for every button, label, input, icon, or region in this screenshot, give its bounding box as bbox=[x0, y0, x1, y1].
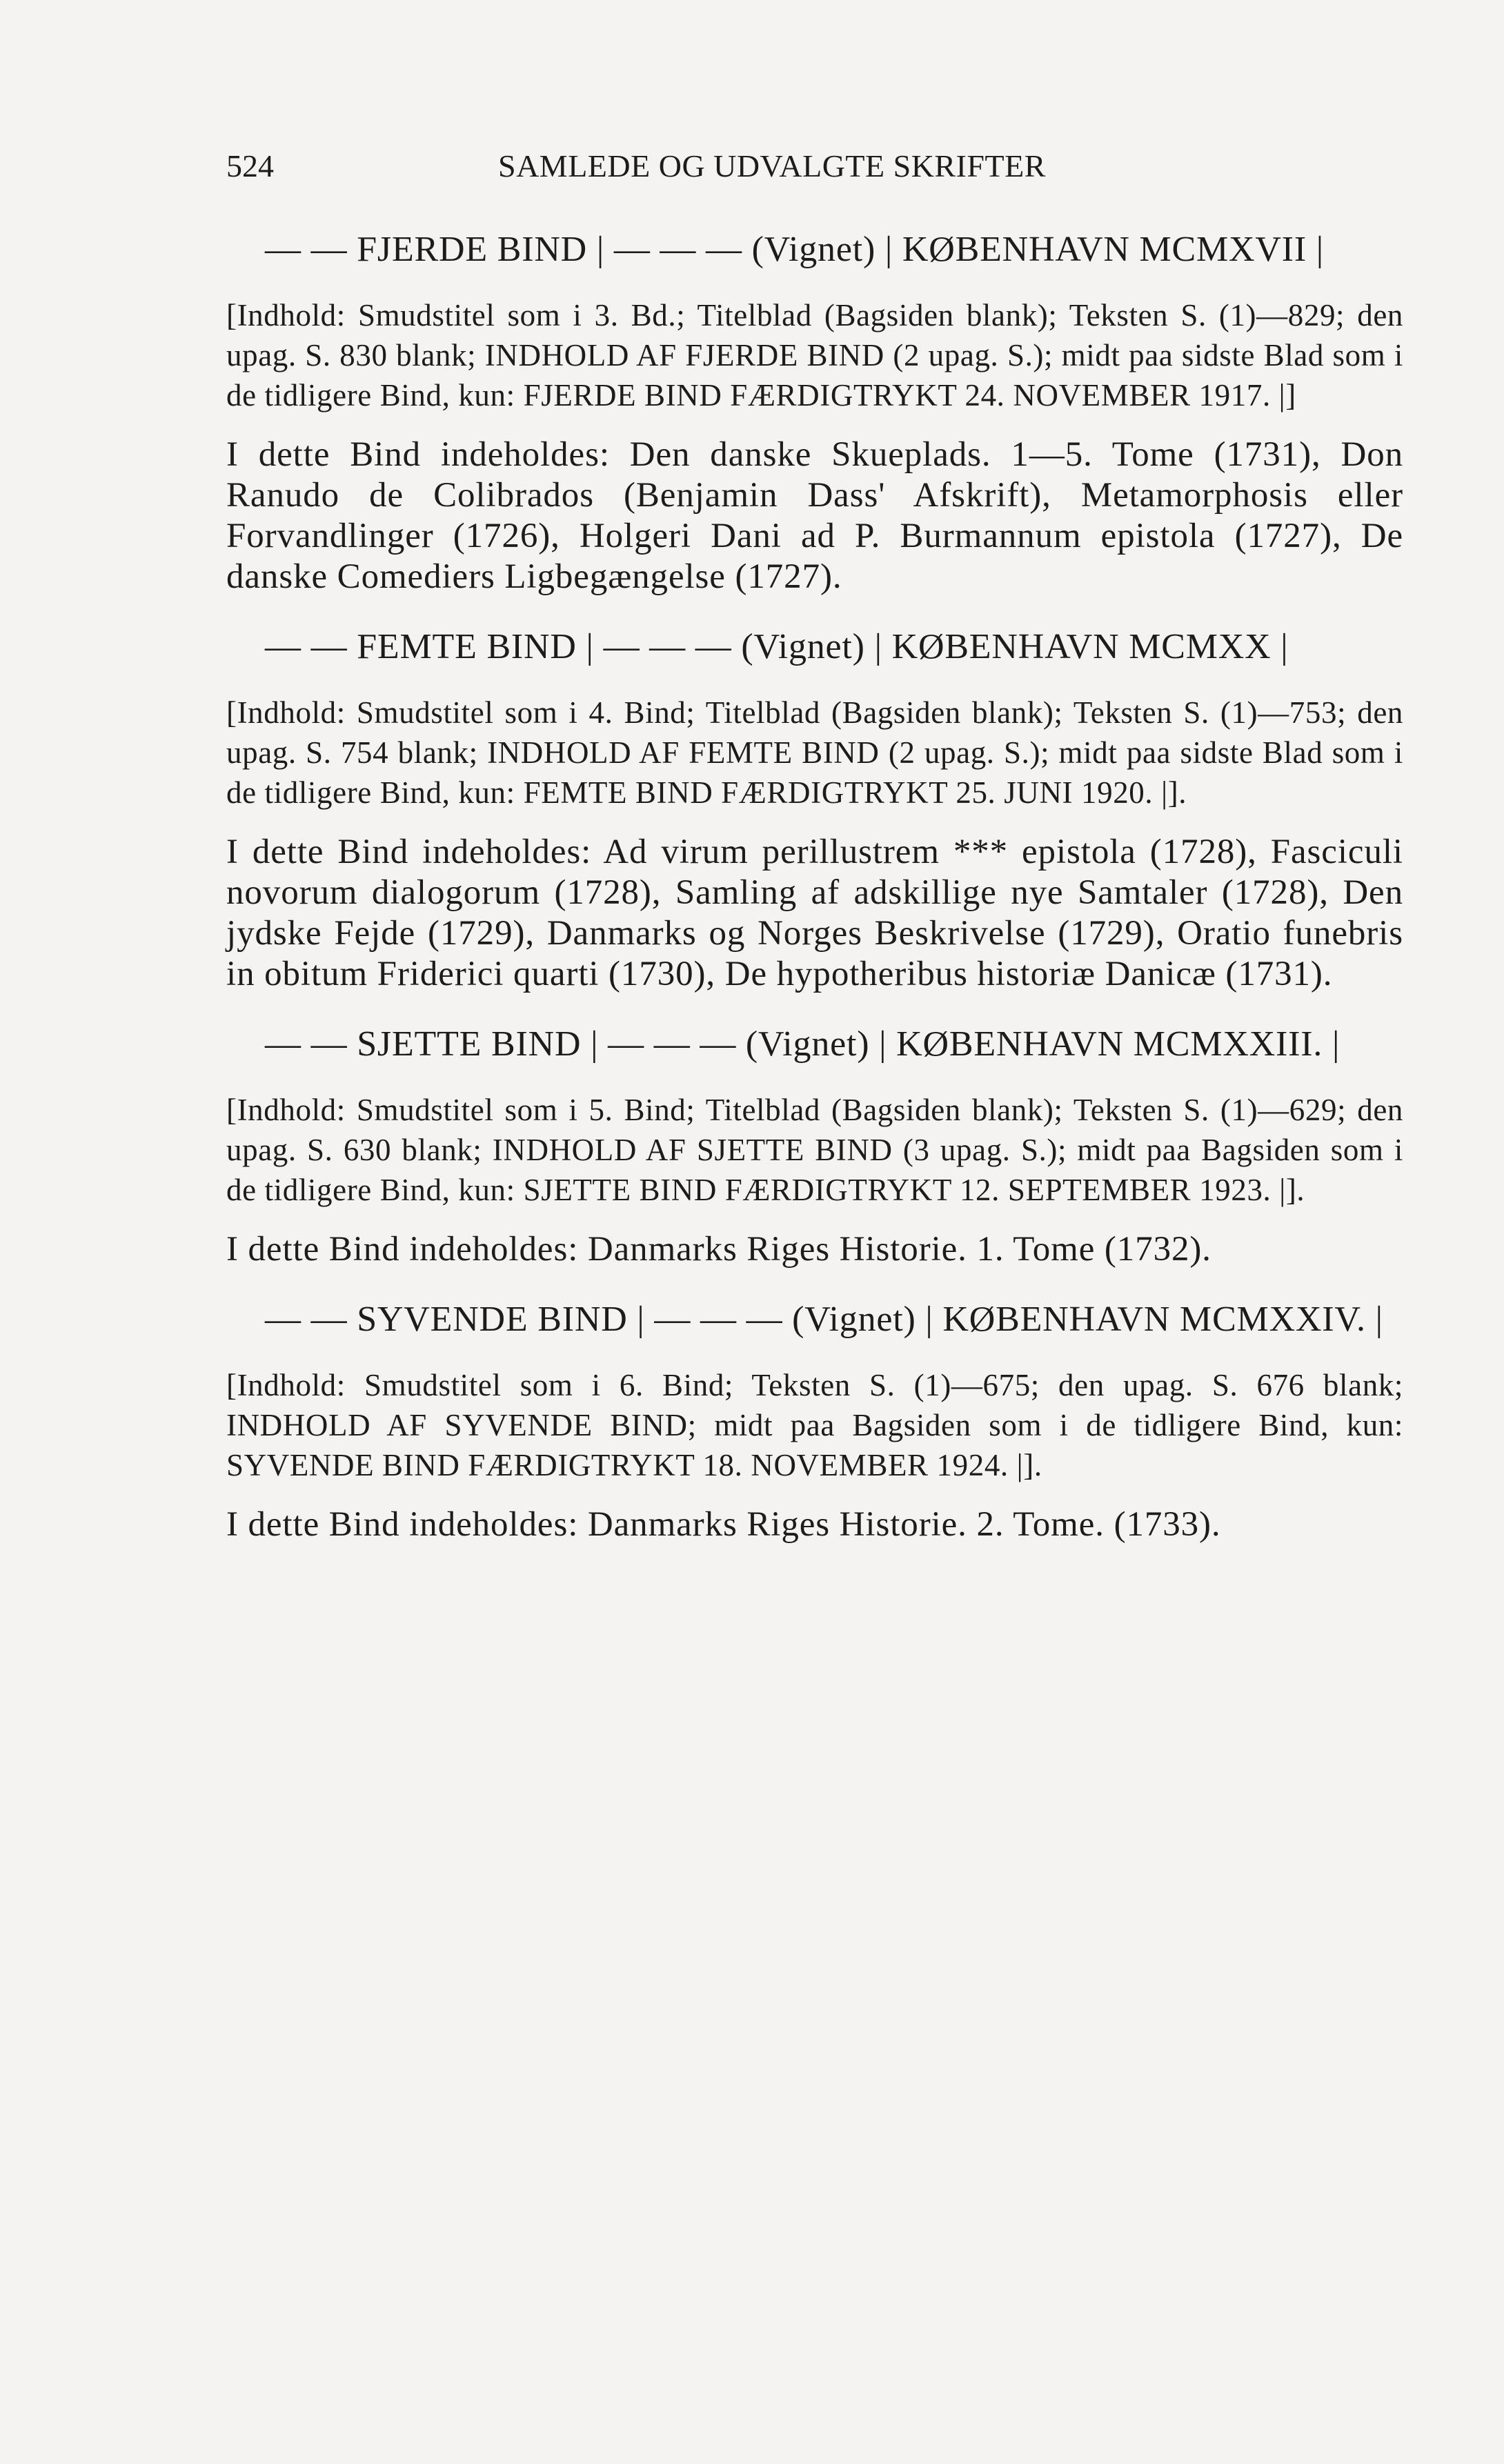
running-head bbox=[226, 138, 1403, 200]
volume-contents: I dette Bind indeholdes: Ad virum perillustrem *** epistola (1728), Fasciculi novorum dialogorum (1728), Samling af adskillige nye Samtaler (1728), Den jydske Fejde (1729), Danmarks og Norges Beskrivelse (1729), Oratio funebris in obitum Friderici quarti (1730), De hypotheribus historiæ Danicæ (1731). bbox=[226, 833, 1403, 993]
page-number: 524 bbox=[226, 148, 274, 183]
volume-contents: I dette Bind indeholdes: Danmarks Riges Historie. 2. Tome. (1733). bbox=[226, 1505, 1221, 1544]
volume-description: [Indhold: Smudstitel som i 5. Bind; Titelblad (Bagsiden blank); Teksten S. (1)—629; den upag. S. 630 blank; INDHOLD AF SJETTE BIND (3 upag. S.); midt paa Bagsiden som i de tidligere Bind, kun: SJETTE BIND FÆRDIGTRYKT 12. SEPTEMBER 1923. |]. bbox=[226, 1093, 1403, 1207]
volume-contents: I dette Bind indeholdes: Danmarks Riges Historie. 1. Tome (1732). bbox=[226, 1230, 1211, 1269]
volume-heading: — — SYVENDE BIND | — — — (Vignet) | KØBENHAVN MCMXXIV. | bbox=[265, 1300, 1383, 1339]
volume-contents: I dette Bind indeholdes: Den danske Skueplads. 1—5. Tome (1731), Don Ranudo de Colibrados (Benjamin Dass' Afskrift), Metamorphosis eller Forvandlinger (1726), Holgeri Dani ad P. Burmannum epistola (1727), De danske Comediers Ligbegængelse (1727). bbox=[226, 435, 1403, 596]
running-title: SAMLEDE OG UDVALGTE SKRIFTER bbox=[498, 148, 1046, 183]
volume-description: [Indhold: Smudstitel som i 6. Bind; Teksten S. (1)—675; den upag. S. 676 blank; INDHOLD AF SYVENDE BIND; midt paa Bagsiden som i de tidligere Bind, kun: SYVENDE BIND FÆRDIGTRYKT 18. NOVEMBER 1924. |]. bbox=[226, 1368, 1403, 1482]
volume-heading: — — SJETTE BIND | — — — (Vignet) | KØBENHAVN MCMXXIII. | bbox=[265, 1024, 1340, 1064]
volume-section-fjerde bbox=[226, 228, 1403, 597]
book-page bbox=[226, 138, 1403, 1545]
volume-section-femte bbox=[226, 625, 1403, 995]
volume-heading: — — FJERDE BIND | — — — (Vignet) | KØBENHAVN MCMXVII | bbox=[265, 230, 1325, 269]
volume-section-sjette bbox=[226, 1022, 1403, 1270]
volume-section-syvende bbox=[226, 1298, 1403, 1545]
volume-description: [Indhold: Smudstitel som i 4. Bind; Titelblad (Bagsiden blank); Teksten S. (1)—753; den upag. S. 754 blank; INDHOLD AF FEMTE BIND (2 upag. S.); midt paa sidste Blad som i de tidligere Bind, kun: FEMTE BIND FÆRDIGTRYKT 25. JUNI 1920. |]. bbox=[226, 695, 1403, 810]
volume-heading: — — FEMTE BIND | — — — (Vignet) | KØBENHAVN MCMXX | bbox=[265, 627, 1289, 666]
volume-description: [Indhold: Smudstitel som i 3. Bd.; Titelblad (Bagsiden blank); Teksten S. (1)—829; den upag. S. 830 blank; INDHOLD AF FJERDE BIND (2 upag. S.); midt paa sidste Blad som i de tidligere Bind, kun: FJERDE BIND FÆRDIGTRYKT 24. NOVEMBER 1917. |] bbox=[226, 298, 1403, 413]
